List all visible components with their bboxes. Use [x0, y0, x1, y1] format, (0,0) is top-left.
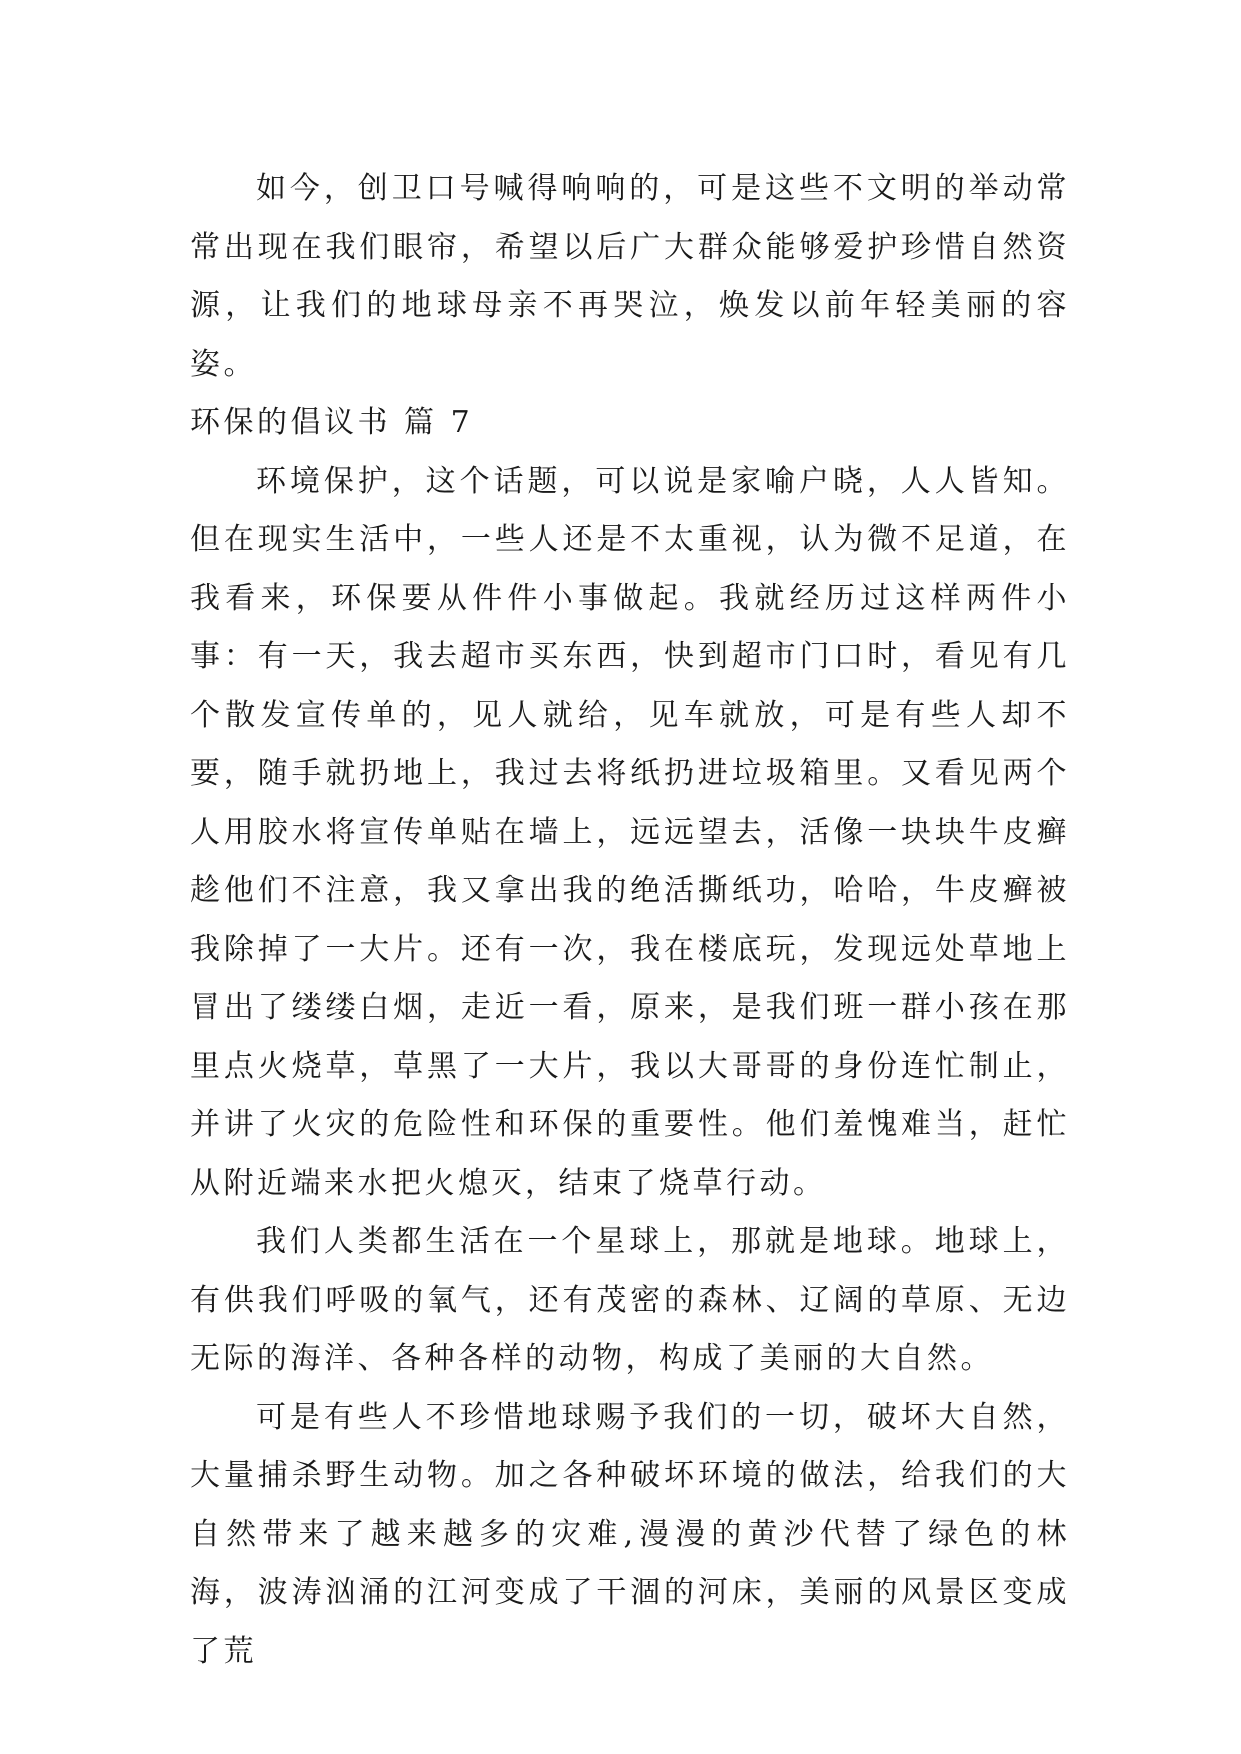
document-body — [190, 160, 1070, 1681]
paragraph-4: 可是有些人不珍惜地球赐予我们的一切，破坏大自然，大量捕杀野生动物。加之各种破坏环境的做法，给我们的大自然带来了越来越多的灾难,漫漫的黄沙代替了绿色的林海，波涛汹涌的江河变成了干涸的河床，美丽的风景区变成了荒 — [190, 1399, 1070, 1669]
paragraph-3: 我们人类都生活在一个星球上，那就是地球。地球上，有供我们呼吸的氧气，还有茂密的森林、辽阔的草原、无边无际的海洋、各种各样的动物，构成了美丽的大自然。 — [190, 1224, 1070, 1376]
paragraph-2: 环境保护，这个话题，可以说是家喻户晓，人人皆知。但在现实生活中，一些人还是不太重视，认为微不足道，在我看来，环保要从件件小事做起。我就经历过这样两件小事：有一天，我去超市买东西，快到超市门口时，看见有几个散发宣传单的，见人就给，见车就放，可是有些人却不要，随手就扔地上，我过去将纸扔进垃圾箱里。又看见两个人用胶水将宣传单贴在墙上，远远望去，活像一块块牛皮癣趁他们不注意，我又拿出我的绝活撕纸功，哈哈，牛皮癣被我除掉了一大片。还有一次，我在楼底玩，发现远处草地上冒出了缕缕白烟，走近一看，原来，是我们班一群小孩在那里点火烧草，草黑了一大片，我以大哥哥的身份连忙制止，并讲了火灾的危险性和环保的重要性。他们羞愧难当，赶忙从附近端来水把火熄灭，结束了烧草行动。 — [190, 463, 1070, 1201]
section-heading: 环保的倡议书 篇 7 — [190, 405, 474, 440]
paragraph-1: 如今，创卫口号喊得响响的，可是这些不文明的举动常常出现在我们眼帘，希望以后广大群众能够爱护珍惜自然资源，让我们的地球母亲不再哭泣，焕发以前年轻美丽的容姿。 — [190, 171, 1070, 382]
